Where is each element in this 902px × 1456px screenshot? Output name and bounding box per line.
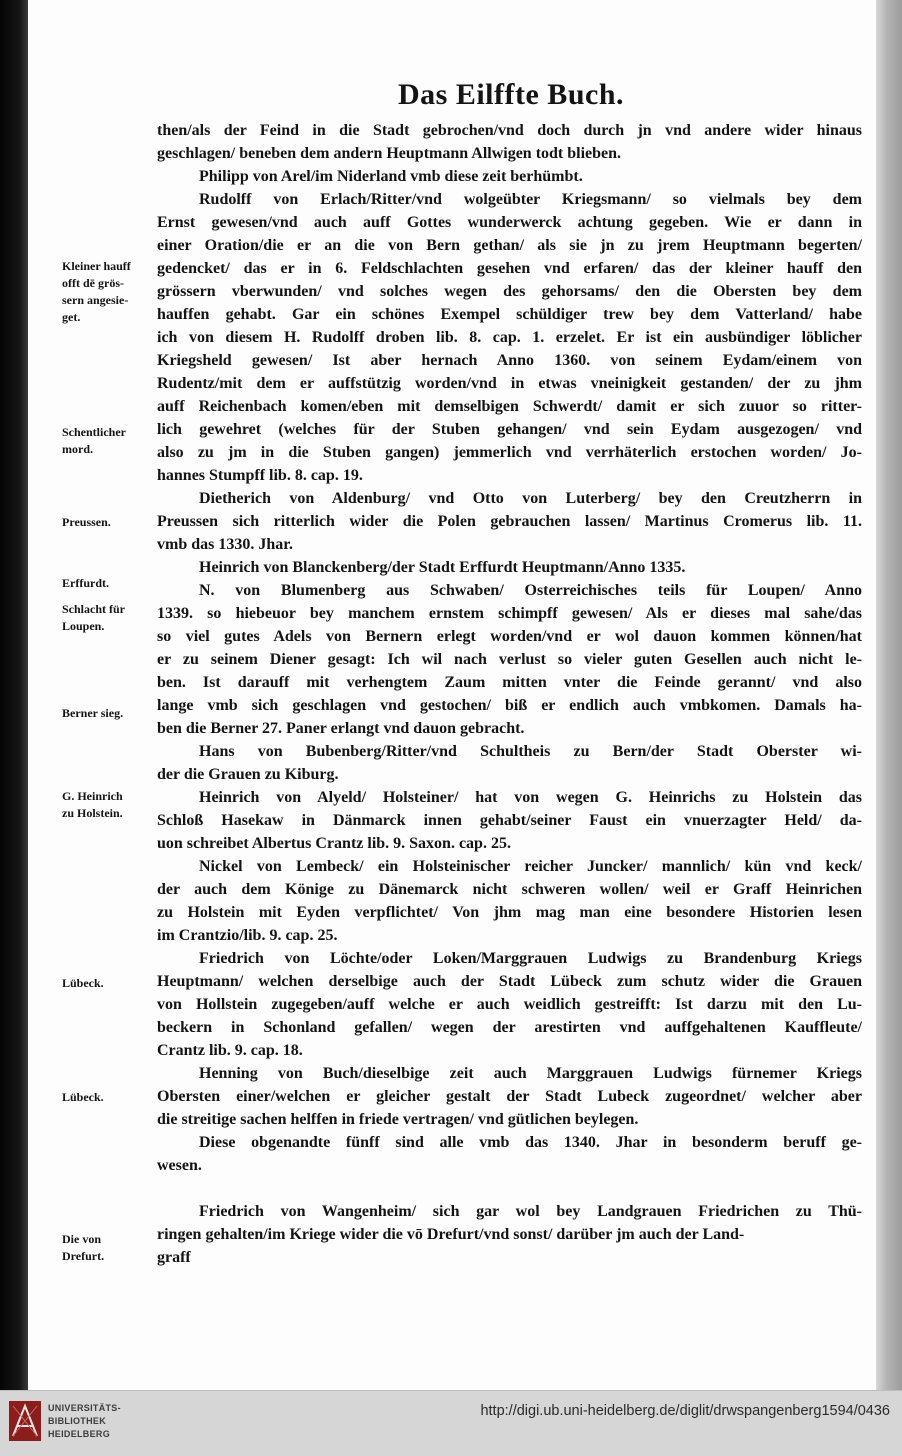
main-text-column [157,119,862,1269]
permalink-url[interactable]: http://digi.ub.uni-heidelberg.de/diglit/drwspangenberg1594/0436 [480,1403,890,1419]
text-line: Preussen sich ritterlich wider die Polen gebrauchen lassen/ Martinus Cromerus lib. 11. [157,513,862,530]
text-line: Friedrich von Wangenheim/ sich gar wol bey Landgrauen Friedrichen zu Thü- [199,1203,862,1220]
margin-note-line: zu Holstein. [62,806,123,820]
library-name-line: HEIDELBERG [48,1429,111,1439]
text-line: lange vmb sich geschlagen vnd gestochen/ biß er endlich auch vmbkomen. Damals ha- [157,697,862,714]
text-line: Friedrich von Löchte/oder Loken/Marggrauen Ludwigs zu Brandenburg Kriegs [199,950,862,967]
text-line: N. von Blumenberg aus Schwaben/ Osterreichisches teils für Loupen/ Anno [199,582,862,599]
margin-note [62,601,158,635]
margin-note-line: mord. [62,442,93,456]
text-line: lich gewehret (welches für der Stuben gehangen/ vnd sein Eydam ausgezogen/ vnd [157,421,862,438]
text-line: hauffen gehabt. Gar ein schönes Exempel schüldiger trew bey dem Vatterland/ habe [157,306,862,323]
text-line: zu Holstein mit Eyden verpflichtet/ Von jhm mag man eine besondere Historien lesen [157,904,862,921]
text-line: also zu jm in die Stuben gangen) jemmerlich vnd verrhäterlich erstochen worden/ Jo- [157,444,862,461]
text-line: ben. Ist darauff mit verhengtem Zaum mitten vnter die Feinde gerannt/ vnd also [157,674,862,691]
margin-note-line: Schentlicher [62,425,126,439]
page-edge-left [0,0,28,1390]
text-line: Heuptmann/ welchen derselbige auch der Stadt Lübeck zum schutz wider die Grauen [157,973,862,990]
text-line: Schloß Hasekaw in Dänmarck innen gehabt/seiner Faust ein vnuerzagter Held/ da- [157,812,862,829]
text-line: beckern in Schonland gefallen/ wegen der arestirten vnd auffgehaltenen Kauffleute/ [157,1019,862,1036]
text-line: einer Oration/die er an die von Bern gethan/ als sie jn zu jrem Heuptmann begerten/ [157,237,862,254]
text-line: der auch dem Könige zu Dänemarck nicht schweren wollen/ weil er Graff Heinrichen [157,881,862,898]
text-line: grössern vberwunden/ vnd solches wegen des gehorsams/ den die Obersten bey dem [157,283,862,300]
text-line: hannes Stumpff lib. 8. cap. 19. [157,467,363,484]
library-footer [0,1390,902,1456]
margin-note [62,424,158,458]
margin-note [62,1231,158,1265]
margin-note [62,788,158,822]
paragraph [157,188,862,487]
text-line: Heinrich von Blanckenberg/der Stadt Erffurdt Heuptmann/Anno 1335. [199,559,686,576]
margin-note [62,705,158,722]
margin-note-line: Preussen. [62,515,111,529]
text-line: Rudolff von Erlach/Ritter/vnd wolgeübter Kriegsmann/ so vielmals bey dem [199,191,862,208]
text-line: im Crantzio/lib. 9. cap. 25. [157,927,338,944]
margin-note-line: Erffurdt. [62,576,109,590]
margin-note [62,514,158,531]
margin-note-line: Berner sieg. [62,706,124,720]
margin-note-line: Drefurt. [62,1249,105,1263]
paragraph [157,165,862,188]
text-line: der die Grauen zu Kiburg. [157,766,339,783]
text-line: Nickel von Lembeck/ ein Holsteinischer reicher Juncker/ mannlich/ kün vnd keck/ [199,858,862,875]
text-line: wesen. [157,1157,202,1174]
text-line: auff Reichenbach komen/eben mit demselbigen Schwerdt/ damit er sich zuuor so ritter- [157,398,862,415]
catchword-block [157,1246,862,1269]
margin-note [62,1089,158,1106]
paragraph [157,579,862,740]
paragraph [157,947,862,1062]
margin-note-line: Die von [62,1232,101,1246]
text-line: Hans von Bubenberg/Ritter/vnd Schultheis zu Bern/der Stadt Oberster wi- [199,743,862,760]
library-name-line: BIBLIOTHEK [48,1416,106,1426]
paragraph [157,556,862,579]
text-line: Obersten einer/welchen er gleicher gestalt der Stadt Lubeck zugeordnet/ welcher aber [157,1088,862,1105]
page-edge-right [876,0,902,1390]
text-line: Philipp von Arel/im Niderland vmb diese zeit berhümbt. [199,168,583,185]
margin-note [62,975,158,992]
margin-note-line: Loupen. [62,619,105,633]
text-line: von Hollstein zugegeben/auff welche er auch weidlich gestreifft: Ist darzu mit den Lu- [157,996,862,1013]
paragraph [157,1200,862,1246]
margin-note-line: Kleiner hauff [62,259,131,273]
paragraph [157,119,862,165]
margin-note-line: Lübeck. [62,1090,104,1104]
margin-note-line: Lübeck. [62,976,104,990]
text-line: ringen gehalten/im Kriege wider die vō Drefurt/vnd sonst/ darüber jm auch der Land- [157,1226,745,1243]
catchword: graff [157,1249,191,1266]
text-line: Kriegsheld gewesen/ Ist aber hernach Anno 1360. von seinem Eydam/einem von [157,352,862,369]
text-line: geschlagen/ beneben dem andern Heuptmann Allwigen todt blieben. [157,145,622,162]
text-line: Henning von Buch/dieselbige zeit auch Marggrauen Ludwigs fürnemer Kriegs [199,1065,862,1082]
text-line: gedencket/ das er in 6. Feldschlachten gesehen vnd erfaren/ das der kleiner hauff den [157,260,862,277]
margin-note-line: get. [62,310,81,324]
library-name [48,1402,121,1441]
text-line: ben die Berner 27. Paner erlangt vnd dauon gebracht. [157,720,525,737]
text-line: vmb das 1330. Jhar. [157,536,293,553]
text-line: so viel gutes Adels von Bernern erlegt worden/vnd er wol dauon kommen können/hat [157,628,862,645]
text-line: Crantz lib. 9. cap. 18. [157,1042,303,1059]
text-line: ich von diesem H. Rudolff droben lib. 8. cap. 1. erzelet. Er ist ein ausbündiger löblicher [157,329,862,346]
margin-note [62,575,158,592]
paragraph [157,855,862,947]
text-line: Diese obgenandte fünff sind alle vmb das 1340. Jhar in besonderm beruff ge- [199,1134,862,1151]
margin-note-line: Schlacht für [62,602,125,616]
margin-note-line: offt dē grös- [62,276,124,290]
text-line: then/als der Feind in die Stadt gebrochen/vnd doch durch jn vnd andere wider hinaus [157,122,862,139]
text-line: Ernst gewesen/vnd auch auff Gottes wunderwerck achtung gegeben. Wie er dann in [157,214,862,231]
paragraph [157,1062,862,1131]
library-name-line: UNIVERSITÄTS- [48,1403,121,1413]
margin-note [62,258,158,326]
text-line: Rudentz/mit dem er auffstützig worden/vnd in etwas vneinigkeit gestanden/ der zu jhm [157,375,862,392]
margin-note-line: sern angesie- [62,293,129,307]
text-line: Dietherich von Aldenburg/ vnd Otto von Luterberg/ bey den Creutzherrn in [199,490,862,507]
paragraph [157,487,862,556]
text-line: 1339. so hiebeuor bey manchem ernstem schimpff gewesen/ Als er dieses mal sahe/das [157,605,862,622]
margin-note-line: G. Heinrich [62,789,123,803]
text-line: Heinrich von Alyeld/ Holsteiner/ hat von wegen G. Heinrichs zu Holstein das [199,789,862,806]
text-line: die streitige sachen helffen in friede vertragen/ vnd gütlichen beylegen. [157,1111,639,1128]
running-head: Das Eilffte Buch. [398,78,624,111]
text-line: uon schreibet Albertus Crantz lib. 9. Saxon. cap. 25. [157,835,511,852]
paragraph [157,740,862,786]
ub-heidelberg-logo-icon [8,1400,42,1442]
paragraph [157,786,862,855]
text-line: er zu seinem Diener gesagt: Ich wil nach verlust so vieler guten Gesellen auch nicht le- [157,651,862,668]
paragraph [157,1131,862,1177]
